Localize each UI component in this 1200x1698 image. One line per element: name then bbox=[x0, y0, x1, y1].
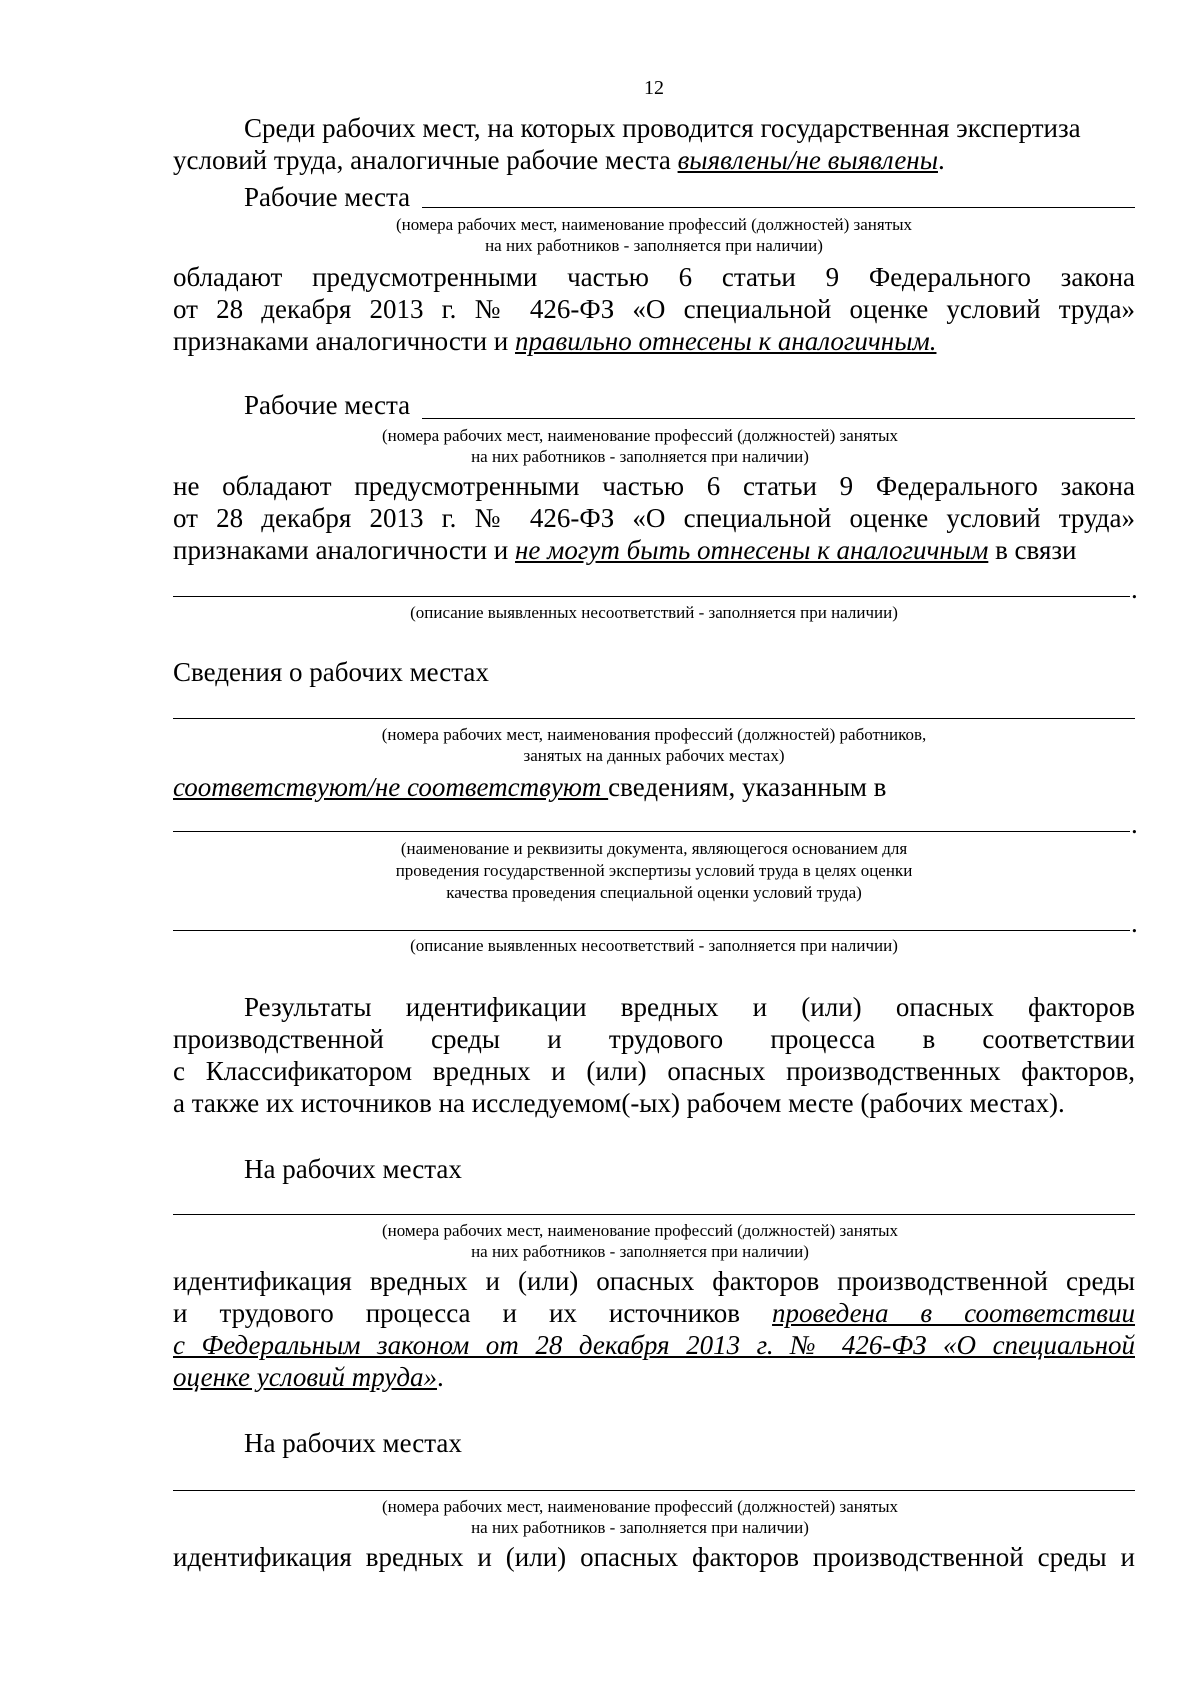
paragraph-line: признаками аналогичности и правильно отнесены к аналогичным. bbox=[173, 326, 937, 356]
workplaces-label: Рабочие места bbox=[244, 390, 411, 420]
line-end-dot: . bbox=[1131, 908, 1138, 938]
caption: (номера рабочих мест, наименование профессий (должностей) занятых bbox=[381, 1221, 899, 1240]
caption: на них работников - заполняется при наличии) bbox=[471, 1242, 809, 1261]
paragraph-line: а также их источников на исследуемом(-ых) рабочем месте (рабочих местах). bbox=[173, 1088, 1065, 1118]
workplaces-label: На рабочих местах bbox=[244, 1154, 462, 1184]
caption: занятых на данных рабочих местах) bbox=[523, 746, 785, 765]
fill-line bbox=[422, 207, 1135, 208]
fill-line bbox=[173, 1214, 1135, 1215]
paragraph-line: идентификация вредных и (или) опасных факторов производственной среды bbox=[173, 1266, 1135, 1296]
caption: (номера рабочих мест, наименование профессий (должностей) занятых bbox=[395, 215, 913, 234]
caption: (описание выявленных несоответствий - заполняется при наличии) bbox=[410, 603, 898, 622]
paragraph-line: не обладают предусмотренными частью 6 статьи 9 Федерального закона bbox=[173, 471, 1135, 501]
italic-statement: с Федеральным законом от 28 декабря 2013 г. № 426-ФЗ «О специальной bbox=[173, 1330, 1135, 1360]
paragraph-analog-line1: Среди рабочих мест, на которых проводится государственная экспертиза bbox=[244, 113, 1081, 143]
caption: на них работников - заполняется при наличии) bbox=[485, 236, 823, 255]
fill-line bbox=[173, 1490, 1135, 1491]
paragraph-line: обладают предусмотренными частью 6 статьи 9 Федерального закона bbox=[173, 262, 1135, 292]
workplaces-label: На рабочих местах bbox=[244, 1428, 462, 1458]
fill-line bbox=[173, 831, 1130, 832]
paragraph-analog-line2: условий труда, аналогичные рабочие места выявлены/не выявлены. bbox=[173, 145, 945, 175]
caption: качества проведения специальной оценки условий труда) bbox=[446, 883, 862, 902]
fill-line bbox=[173, 718, 1135, 719]
workplaces-label: Рабочие места bbox=[244, 182, 411, 212]
paragraph-line: соответствуют/не соответствуют сведениям, указанным в bbox=[173, 772, 887, 802]
fill-line bbox=[173, 596, 1130, 597]
paragraph-line: от 28 декабря 2013 г. № 426-ФЗ «О специальной оценке условий труда» bbox=[173, 503, 1135, 533]
caption: (наименование и реквизиты документа, являющегося основанием для bbox=[400, 839, 908, 858]
caption: (описание выявленных несоответствий - заполняется при наличии) bbox=[410, 936, 898, 955]
caption: (номера рабочих мест, наименование профессий (должностей) занятых bbox=[381, 426, 899, 445]
italic-statement: не могут быть отнесены к аналогичным bbox=[515, 535, 989, 565]
page-number: 12 bbox=[644, 77, 664, 99]
caption: (номера рабочих мест, наименования профессий (должностей) работников, bbox=[381, 725, 927, 744]
paragraph-line: оценке условий труда». bbox=[173, 1362, 444, 1392]
line-end-dot: . bbox=[1131, 809, 1138, 839]
paragraph-line: признаками аналогичности и не могут быть отнесены к аналогичным в связи bbox=[173, 535, 1077, 565]
italic-statement: проведена в соответствии bbox=[772, 1298, 1136, 1328]
italic-statement: оценке условий труда» bbox=[173, 1362, 437, 1392]
paragraph-line: Результаты идентификации вредных и (или) опасных факторов bbox=[244, 992, 1135, 1022]
italic-statement: правильно отнесены к аналогичным. bbox=[515, 326, 937, 356]
caption: на них работников - заполняется при наличии) bbox=[471, 1518, 809, 1537]
analog-status-italic: выявлены/не выявлены bbox=[677, 145, 938, 175]
italic-statement: соответствуют/не соответствуют bbox=[173, 772, 609, 802]
paragraph-line: с Классификатором вредных и (или) опасных производственных факторов, bbox=[173, 1056, 1135, 1086]
paragraph-line: идентификация вредных и (или) опасных факторов производственной среды и bbox=[173, 1542, 1135, 1572]
caption: проведения государственной экспертизы условий труда в целях оценки bbox=[395, 861, 913, 880]
paragraph-line: от 28 декабря 2013 г. № 426-ФЗ «О специальной оценке условий труда» bbox=[173, 294, 1135, 324]
caption: на них работников - заполняется при наличии) bbox=[471, 447, 809, 466]
section-heading: Сведения о рабочих местах bbox=[173, 657, 489, 687]
caption: (номера рабочих мест, наименование профессий (должностей) занятых bbox=[381, 1497, 899, 1516]
paragraph-line: и трудового процесса и их источников проведена в соответствии bbox=[173, 1298, 1136, 1328]
paragraph-line: производственной среды и трудового процесса в соответствии bbox=[173, 1024, 1135, 1054]
fill-line bbox=[422, 418, 1135, 419]
fill-line bbox=[173, 930, 1130, 931]
line-end-dot: . bbox=[1131, 574, 1138, 604]
